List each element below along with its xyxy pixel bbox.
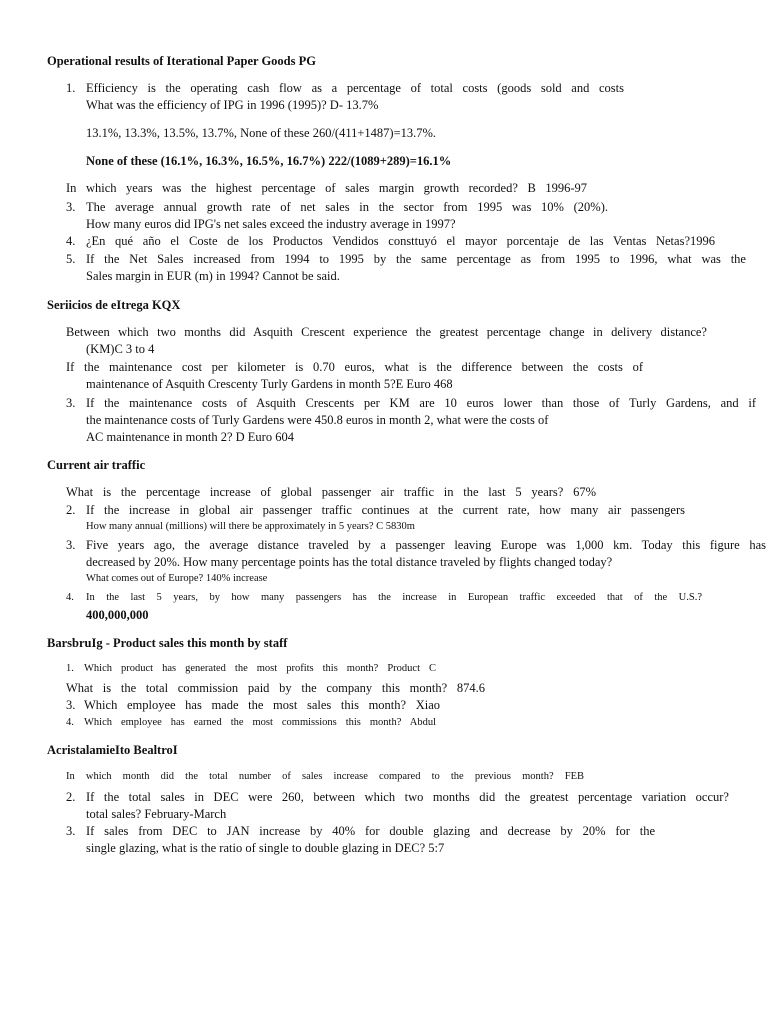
item-number: 1. xyxy=(66,81,76,95)
question-line: If the maintenance costs of Asquith Crescents per KM are 10 euros lower than those of Turly Gardens, and if xyxy=(86,396,756,410)
question-line: total sales? February-March xyxy=(86,807,227,821)
item-number: 2. xyxy=(66,790,76,804)
question-line: How many euros did IPG's net sales exceed the industry average in 1997? xyxy=(86,217,456,231)
item-number: 4. xyxy=(66,592,74,603)
item-number: 3. xyxy=(66,824,76,838)
item-number: 5. xyxy=(66,252,76,266)
question-line: maintenance of Asquith Crescenty Turly Gardens in month 5?E Euro 468 xyxy=(86,377,453,391)
item-number: 3. xyxy=(66,396,76,410)
question-line: AC maintenance in month 2? D Euro 604 xyxy=(86,430,294,444)
section-title-product-sales: BarsbruIg - Product sales this month by staff xyxy=(47,636,288,650)
question-line: What is the percentage increase of global passenger air traffic in the last 5 years? 67% xyxy=(66,485,596,499)
question-line: Efficiency is the operating cash flow as a percentage of total costs (goods sold and costs xyxy=(86,81,624,95)
question-line: Sales margin in EUR (m) in 1994? Cannot be said. xyxy=(86,269,340,283)
section-title-ipg: Operational results of Iterational Paper Goods PG xyxy=(47,54,316,68)
question-line: Which employee has made the most sales this month? Xiao xyxy=(84,698,440,712)
item-number: 3. xyxy=(66,698,76,712)
section-title-delivery: Seriicios de eItrega KQX xyxy=(47,298,181,312)
item-number: 1. xyxy=(66,663,74,674)
question-line: If the Net Sales increased from 1994 to 1995 by the same percentage as from 1995 to 1996, what was the xyxy=(86,252,746,266)
question-line: (KM)C 3 to 4 xyxy=(86,342,155,356)
item-number: 4. xyxy=(66,234,76,248)
question-line: If the maintenance cost per kilometer is 0.70 euros, what is the difference between the costs of xyxy=(66,360,643,374)
question-line: What comes out of Europe? 140% increase xyxy=(86,573,268,584)
question-line: In which month did the total number of sales increase compared to the previous month? FEB xyxy=(66,771,584,782)
question-line: In which years was the highest percentage of sales margin growth recorded? B 1996-97 xyxy=(66,181,587,195)
answer-options: 13.1%, 13.3%, 13.5%, 13.7%, None of these 260/(411+1487)=13.7%. xyxy=(86,126,437,140)
question-line: Between which two months did Asquith Crescent experience the greatest percentage change in delivery distance? xyxy=(66,325,707,339)
item-number: 4. xyxy=(66,717,74,728)
item-number: 3. xyxy=(66,538,76,552)
item-number: 3. xyxy=(66,200,76,214)
question-line: Which employee has earned the most commissions this month? Abdul xyxy=(84,717,436,728)
answer-bold: 400,000,000 xyxy=(86,608,149,622)
question-line: What is the total commission paid by the company this month? 874.6 xyxy=(66,681,485,695)
question-line: What was the efficiency of IPG in 1996 (1995)? D- 13.7% xyxy=(86,98,379,112)
question-line: decreased by 20%. How many percentage points has the total distance traveled by flights changed today? xyxy=(86,555,613,569)
section-title-air-traffic: Current air traffic xyxy=(47,458,146,472)
answer-bold: None of these (16.1%, 16.3%, 16.5%, 16.7%) 222/(1089+289)=16.1% xyxy=(86,154,452,168)
question-line: If the increase in global air passenger traffic continues at the current rate, how many air passengers xyxy=(86,503,685,517)
question-line: If sales from DEC to JAN increase by 40% for double glazing and decrease by 20% for the xyxy=(86,824,655,838)
question-line: In the last 5 years, by how many passengers has the increase in European traffic exceeded that of the U.S.? xyxy=(86,592,702,603)
question-line: ¿En qué año el Coste de los Productos Vendidos consttuyó el mayor porcentaje de las Ventas Netas?1996 xyxy=(86,234,715,248)
section-title-glazing: AcristalamieIto BealtroI xyxy=(47,743,178,757)
question-line: If the total sales in DEC were 260, between which two months did the greatest percentage variation occur? xyxy=(86,790,729,804)
question-line: How many annual (millions) will there be approximately in 5 years? C 5830m xyxy=(86,521,415,532)
question-line: The average annual growth rate of net sales in the sector from 1995 was 10% (20%). xyxy=(86,200,608,214)
question-line: single glazing, what is the ratio of single to double glazing in DEC? 5:7 xyxy=(86,841,445,855)
question-line: Five years ago, the average distance traveled by a passenger leaving Europe was 1,000 km. Today this figure has xyxy=(86,538,766,552)
question-line: Which product has generated the most profits this month? Product C xyxy=(84,663,436,674)
question-line: the maintenance costs of Turly Gardens were 450.8 euros in month 2, what were the costs of xyxy=(86,413,549,427)
item-number: 2. xyxy=(66,503,76,517)
